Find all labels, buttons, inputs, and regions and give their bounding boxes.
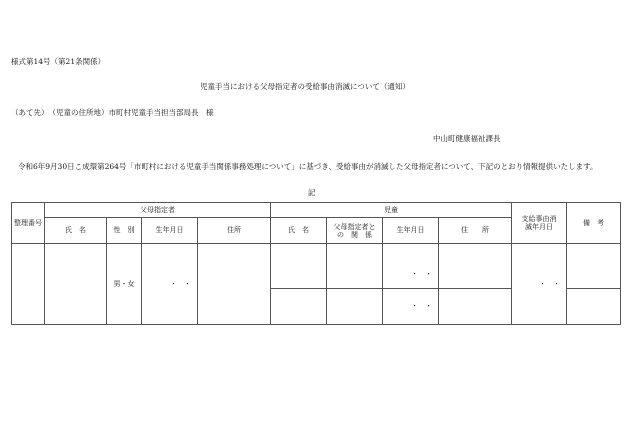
cell-parent-address[interactable] <box>198 244 271 325</box>
data-row-1 <box>12 244 621 289</box>
cell-relation-2[interactable] <box>327 289 383 325</box>
sub-relation-line2: の 関 係 <box>337 230 372 239</box>
notification-table <box>11 202 621 325</box>
sub-parent-name: 氏 名 <box>45 218 107 244</box>
cell-relation-1[interactable] <box>327 244 383 289</box>
form-number: 様式第14号（第21条関係） <box>11 57 106 66</box>
sub-child-birth: 生年月日 <box>383 218 439 244</box>
document-title: 児童手当における父母指定者の受給事由消滅について（通知） <box>200 82 410 91</box>
cell-child-address-1[interactable] <box>439 244 512 289</box>
cell-parent-birth[interactable]: ・ ・ <box>142 244 198 325</box>
cell-parent-gender[interactable]: 男・女 <box>107 244 142 325</box>
cell-child-birth-1[interactable]: ・ ・ <box>383 244 439 289</box>
sub-child-name: 氏 名 <box>271 218 327 244</box>
cell-biko-2[interactable] <box>567 289 621 325</box>
col-biko: 備 考 <box>567 203 621 244</box>
sub-parent-birth: 生年月日 <box>142 218 198 244</box>
cell-shokyu-date[interactable]: ・ ・ <box>512 244 567 325</box>
col-shokyu-shometsu <box>512 203 567 244</box>
cell-biko-1[interactable] <box>567 244 621 289</box>
sub-relation-line1: 父母指定者と <box>333 222 376 231</box>
ki-label: 記 <box>308 188 316 197</box>
sub-parent-gender: 性 別 <box>107 218 142 244</box>
cell-parent-name[interactable] <box>45 244 107 325</box>
sender: 中山町健康福祉課長 <box>433 134 501 143</box>
addressee: （あて先） （児童の住所地）市町村児童手当担当部局長 様 <box>11 108 214 117</box>
group-parent-designee: 父母指定者 <box>45 203 271 218</box>
body-paragraph: 令和6年9月30日こ成環第264号「市町村における児童手当関係事務処理について」に基づき、受給事由が消滅した父母指定者について、下記のとおり情報提供いたします。 <box>18 162 598 171</box>
col-seiri-bango: 整理番号 <box>12 203 45 244</box>
sub-parent-address: 住所 <box>198 218 271 244</box>
cell-child-birth-2[interactable]: ・ ・ <box>383 289 439 325</box>
header-row-1 <box>12 203 621 218</box>
group-child: 児童 <box>271 203 512 218</box>
cell-child-address-2[interactable] <box>439 289 512 325</box>
cell-seiri[interactable] <box>12 244 45 325</box>
cell-child-name-2[interactable] <box>271 289 327 325</box>
sub-child-address: 住 所 <box>439 218 512 244</box>
cell-child-name-1[interactable] <box>271 244 327 289</box>
col-shokyu-label: 支給事由消滅年月日 <box>521 215 557 231</box>
sub-relation <box>327 218 383 244</box>
